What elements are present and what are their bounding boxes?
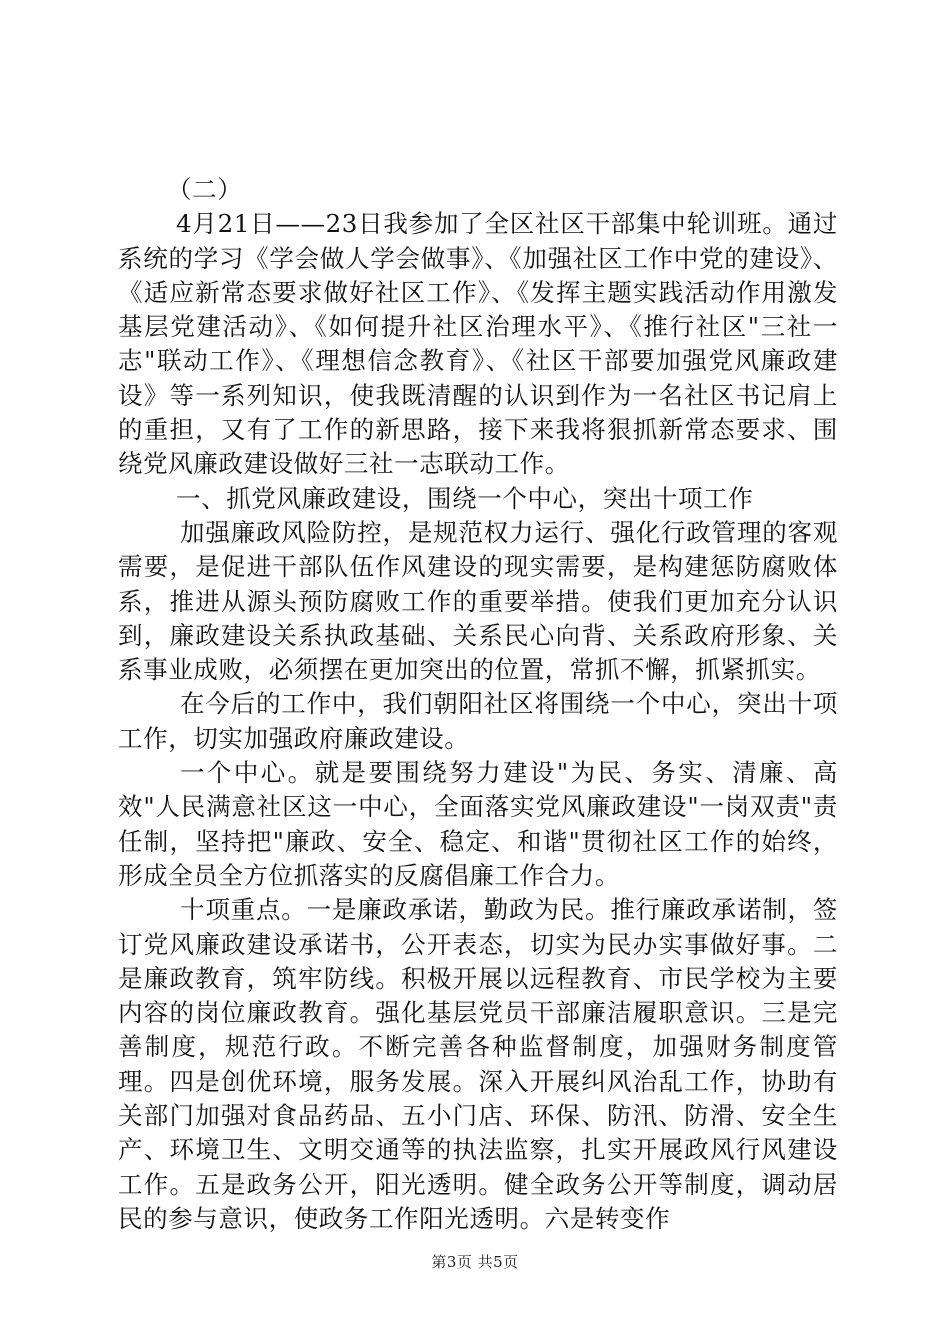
paragraph-risk-control: 加强廉政风险防控，是规范权力运行、强化行政管理的客观需要，是促进干部队伍作风建设的现实需要，是构建惩防腐败体系，推进从源头预防腐败工作的重要举措。使我们更加充分认识到，廉政建设关系执政基础、关系民心向背、关系政府形象、关系事业成败，必须摆在更加突出的位置，常抓不懈，抓紧抓实。 [118, 517, 838, 685]
document-body [118, 173, 838, 1236]
paragraph-intro: 4月21日——23日我参加了全区社区干部集中轮训班。通过系统的学习《学会做人学会做事》、《加强社区工作中党的建设》、《适应新常态要求做好社区工作》、《发挥主题实践活动作用激发基层党建活动》、《如何提升社区治理水平》、《推行社区"三社一志"联动工作》、《理想信念教育》、《社区干部要加强党风廉政建设》等一系列知识，使我既清醒的认识到作为一名社区书记肩上的重担，又有了工作的新思路，接下来我将狠抓新常态要求、围绕党风廉政建设做好三社一志联动工作。 [118, 209, 839, 479]
paragraph-one-center: 一个中心。就是要围绕努力建设"为民、务实、清廉、高效"人民满意社区这一中心，全面落实党风廉政建设"一岗双责"责任制，坚持把"廉政、安全、稳定、和谐"贯彻社区工作的始终，形成全员全方位抓落实的反腐倡廉工作合力。 [118, 758, 838, 890]
paragraph-future-work: 在今后的工作中，我们朝阳社区将围绕一个中心，突出十项工作，切实加强政府廉政建设。 [118, 689, 838, 753]
page-number-footer: 第3页 共5页 [431, 1253, 519, 1271]
paragraph-ten-points: 十项重点。一是廉政承诺，勤政为民。推行廉政承诺制，签订党风廉政建设承诺书，公开表态，切实为民办实事做好事。二是廉政教育，筑牢防线。积极开展以远程教育、市民学校为主要内容的岗位廉政教育。强化基层党员干部廉洁履职意识。三是完善制度，规范行政。不断完善各种监督制度，加强财务制度管理。四是创优环境，服务发展。深入开展纠风治乱工作，协助有关部门加强对食品药品、五小门店、环保、防汛、防滑、安全生产、环境卫生、文明交通等的执法监察，扎实开展政风行风建设工作。五是政务公开，阳光透明。健全政务公开等制度，调动居民的参与意识，使政务工作阳光透明。六是转变作 [118, 895, 838, 1233]
section-heading-one: 一、抓党风廉政建设，围绕一个中心，突出十项工作 [176, 483, 754, 513]
section-label: （二） [167, 175, 243, 204]
